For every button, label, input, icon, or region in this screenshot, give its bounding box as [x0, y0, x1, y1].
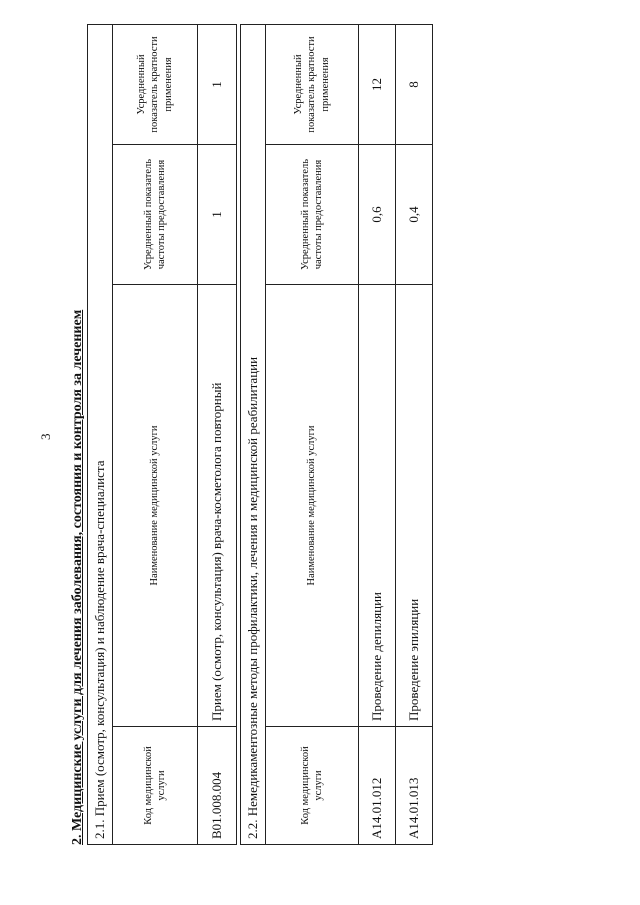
column-header-name: Наименование медицинской услуги: [266, 285, 359, 727]
table-subtitle: 2.2. Немедикаментозные методы профилактики, лечения и медицинской реабилитации: [241, 24, 266, 844]
page-number: 3: [38, 433, 53, 440]
column-header-code: Код медицинской услуги: [266, 727, 359, 845]
service-code: A14.01.012: [359, 727, 396, 845]
rotated-content: [65, 25, 421, 845]
service-code: B01.008.004: [198, 727, 237, 845]
column-header-frequency: Усредненный показатель частоты предоставления: [113, 145, 198, 285]
service-name: Проведение эпиляции: [396, 285, 433, 727]
multiplicity-value: 1: [198, 24, 237, 144]
non-drug-methods-table: [240, 24, 433, 845]
service-code: A14.01.013: [396, 727, 433, 845]
column-header-multiplicity: Усредненный показатель кратности применения: [113, 24, 198, 144]
section-title: 2. Медицинские услуги для лечения заболевания, состояния и контроля за лечением: [70, 309, 85, 845]
frequency-value: 0,4: [396, 145, 433, 285]
table-row: [359, 24, 396, 844]
column-header-frequency: Усредненный показатель частоты предоставления: [266, 145, 359, 285]
multiplicity-value: 12: [359, 24, 396, 144]
service-name: Прием (осмотр, консультация) врача-косметолога повторный: [198, 285, 237, 727]
frequency-value: 1: [198, 145, 237, 285]
table-row: [396, 24, 433, 844]
table-subtitle: 2.1. Прием (осмотр, консультация) и наблюдение врача-специалиста: [88, 24, 113, 844]
multiplicity-value: 8: [396, 24, 433, 144]
column-header-code: Код медицинской услуги: [113, 727, 198, 845]
frequency-value: 0,6: [359, 145, 396, 285]
service-name: Проведение депиляции: [359, 285, 396, 727]
column-header-multiplicity: Усредненный показатель кратности применения: [266, 24, 359, 144]
consultation-table: [87, 24, 237, 845]
table-row: [198, 24, 237, 844]
column-header-name: Наименование медицинской услуги: [113, 285, 198, 727]
